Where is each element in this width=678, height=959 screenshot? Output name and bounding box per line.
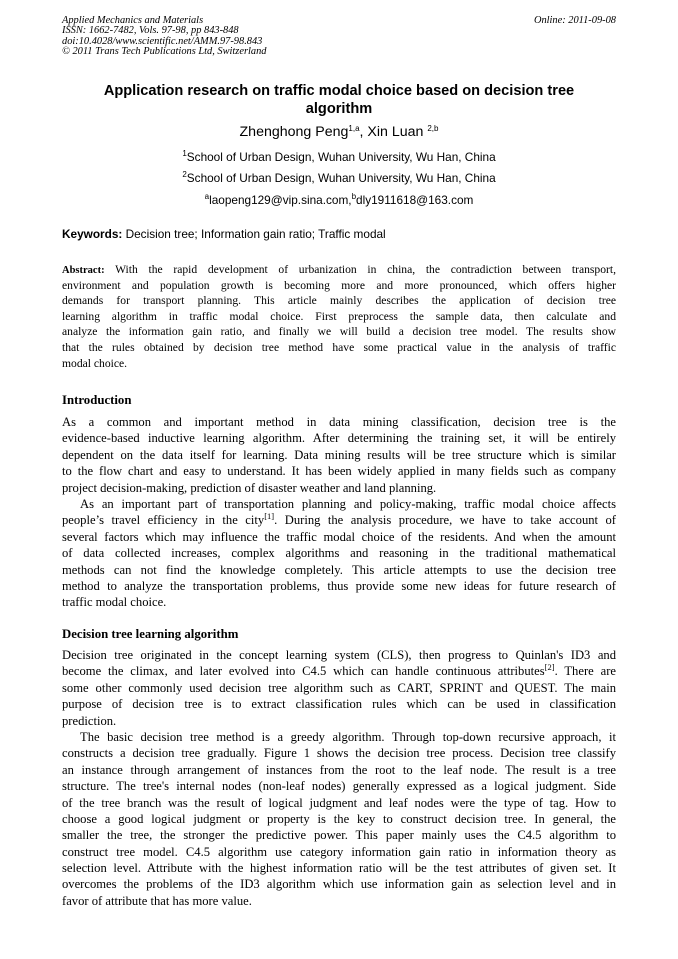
paragraph-line: to the flow chart and easy to understand. It has been widely applied in many fields such as company xyxy=(62,464,616,479)
abstract-line: learning algorithm in traffic modal choice. First preprocess the sample data, then calculate and xyxy=(62,309,616,323)
abstract-line: that the rules obtained by decision tree method have some practical value in the analysis of traffic xyxy=(62,340,616,354)
paragraph-line: prediction. xyxy=(62,713,117,728)
paragraph-line: of data collected increases, complex algorithms and reasoning in the traditional mathematical xyxy=(62,546,616,561)
paragraph-line: selection level. Attribute with the highest information ratio will be the test attributes of given set. It xyxy=(62,861,616,876)
paragraph-text: . There are xyxy=(554,664,616,679)
paper-title xyxy=(62,82,616,118)
paragraph-line: constructs a decision tree gradually. Figure 1 shows the decision tree process. Decision tree classify xyxy=(62,746,616,761)
paragraph-line: method to analyze the transportation problems, thus provide some new ideas for future research of xyxy=(62,578,616,593)
decision-tree-section xyxy=(62,647,616,909)
paragraph-line: smaller the tree, the stronger the predictive power. This paper mainly uses the C4.5 algorithm to xyxy=(62,828,616,843)
journal-name: Applied Mechanics and Materials xyxy=(62,15,204,26)
affil-text: School of Urban Design, Wuhan University, Wu Han, China xyxy=(186,150,496,164)
authors xyxy=(62,123,616,141)
affiliation xyxy=(62,171,616,185)
copyright-line: © 2011 Trans Tech Publications Ltd, Switzerland xyxy=(62,46,267,58)
paragraph-line: choose a good logical judgment or property is the key to construct decision tree. In general, the xyxy=(62,811,616,826)
author-affil-marker: 1,a xyxy=(348,124,360,133)
paragraph-line: construct tree model. C4.5 algorithm use category information gain ratio in information theory as xyxy=(62,844,616,859)
paragraph-line: overcomes the problems of the ID3 algorithm which use information gain as selection level and in xyxy=(62,877,616,892)
paragraph-text: become the climax, and later evolved into C4.5 which can handle continuous attributes xyxy=(62,664,545,679)
paragraph-line: structure. The tree's internal nodes (non-leaf nodes) generally expressed as a logical judgment. Side xyxy=(62,779,616,794)
abstract-text: With the rapid development of urbanization in china, the contradiction between transport, xyxy=(104,263,616,276)
affil-text: School of Urban Design, Wuhan University, Wu Han, China xyxy=(186,171,496,185)
email-link[interactable]: dly1911618@163.com xyxy=(356,193,474,207)
title-line: algorithm xyxy=(305,101,373,117)
paragraph-line: As an important part of transportation planning and policy-making, traffic modal choice affects xyxy=(80,496,616,511)
author-affil-marker: 2,b xyxy=(427,124,439,133)
paragraph-line: of the tree branch was the result of logical judgment and leaf nodes were the type of tag. How to xyxy=(62,795,616,810)
paragraph-text: . During the analysis procedure, we have to take account of xyxy=(274,513,616,528)
online-date: Online: 2011-09-08 xyxy=(533,15,616,26)
author-name: Zhenghong Peng xyxy=(239,124,349,140)
citation-ref[interactable]: [1] xyxy=(264,512,275,522)
author-emails xyxy=(62,193,616,207)
abstract-line: modal choice. xyxy=(62,356,128,370)
paragraph-line: purpose of decision tree is to extract classification rules which can be used in classification xyxy=(62,697,616,712)
paragraph-line: dependent on the data itself for learning. Data mining results will be tree structure which is similar xyxy=(62,447,616,462)
keywords-text: Decision tree; Information gain ratio; Traffic modal xyxy=(122,227,386,241)
paragraph-line: Decision tree originated in the concept learning system (CLS), then progress to Quinlan's ID3 and xyxy=(62,648,616,662)
keywords-label: Keywords: xyxy=(62,227,123,241)
email-link[interactable]: laopeng129@vip.sina.com, xyxy=(209,193,352,207)
paragraph-line: As a common and important method in data mining classification, decision tree is the xyxy=(62,415,616,429)
abstract-line: analyze the information gain ratio, and finally we will build a decision tree model. The results show xyxy=(62,325,616,339)
abstract xyxy=(62,262,616,371)
journal-header xyxy=(62,16,616,58)
author-separator: , xyxy=(359,124,368,140)
doi-line: doi:10.4028/www.scientific.net/AMM.97-98.843 xyxy=(62,35,263,47)
paragraph-line: several factors which may influence the traffic modal choice of the residents. And when the amount xyxy=(62,529,616,544)
abstract-label: Abstract: xyxy=(62,265,105,276)
paragraph-line: traffic modal choice. xyxy=(62,595,167,610)
affil-marker: 1 xyxy=(182,149,187,158)
email-marker: b xyxy=(351,192,357,201)
issn-line: ISSN: 1662-7482, Vols. 97-98, pp 843-848 xyxy=(62,25,239,37)
paragraph-line: favor of attribute that has more value. xyxy=(62,893,252,908)
paragraph-line: project decision-making, prediction of disaster weather and land planning. xyxy=(62,480,437,495)
paragraph-line xyxy=(62,663,616,679)
abstract-line: demands for transport planning. This article mainly describes the application of decision tree xyxy=(62,294,616,308)
intro-section xyxy=(62,414,616,611)
email-marker: a xyxy=(204,192,210,201)
title-line: Application research on traffic modal choice based on decision tree xyxy=(103,83,575,99)
abstract-line xyxy=(62,262,616,278)
author-name: Xin Luan xyxy=(367,124,428,140)
affiliation xyxy=(62,150,616,164)
paragraph-line: an instance through arrangement of instances from the root to the leaf node. The result is a tree xyxy=(62,762,616,777)
paragraph-line xyxy=(62,512,616,528)
section-heading: Decision tree learning algorithm xyxy=(62,627,239,641)
citation-ref[interactable]: [2] xyxy=(544,663,555,673)
paragraph-line: some other commonly used decision tree algorithm such as CART, SPRINT and QUEST. The main xyxy=(62,680,616,695)
paragraph-line: methods can not find the knowledge completely. This article attempts to use the decision tree xyxy=(62,562,616,577)
section-heading: Introduction xyxy=(62,393,132,407)
paragraph-text: people’s travel efficiency in the city xyxy=(62,513,265,528)
abstract-line: environment and population growth is becoming more and more pronounced, which offers higher xyxy=(62,278,616,292)
paragraph-line: evidence-based inductive learning algorithm. After determining the training set, it will be entirely xyxy=(62,431,616,446)
keywords xyxy=(62,227,616,241)
affil-marker: 2 xyxy=(182,170,187,179)
paragraph-line: The basic decision tree method is a greedy algorithm. Through top-down recursive approach, it xyxy=(80,729,616,744)
